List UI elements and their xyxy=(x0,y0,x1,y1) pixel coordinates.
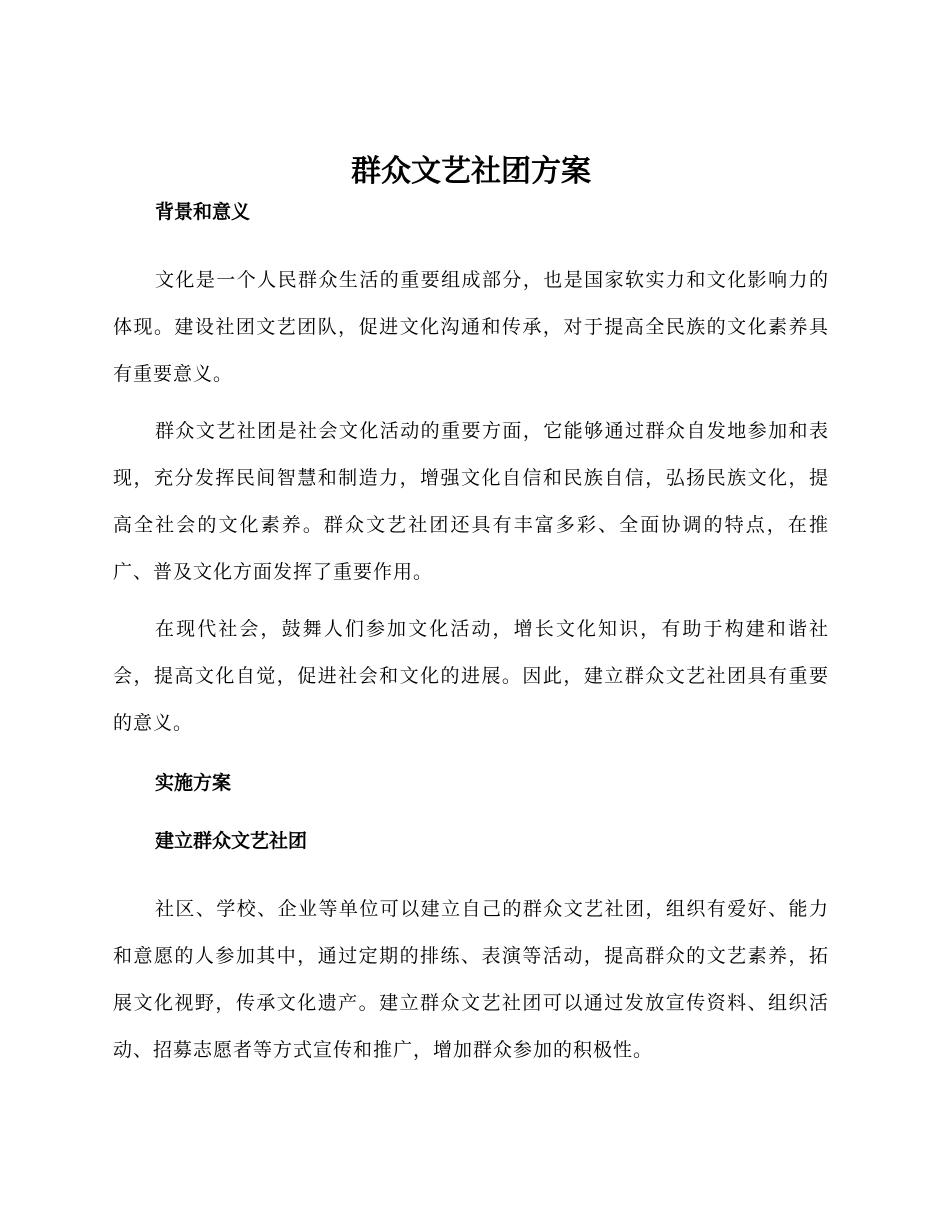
subsection-heading-establish: 建立群众文艺社团 xyxy=(155,830,308,852)
document-content xyxy=(113,150,829,1084)
section-heading-background: 背景和意义 xyxy=(155,201,251,223)
section-heading-implementation: 实施方案 xyxy=(155,772,232,794)
document-title: 群众文艺社团方案 xyxy=(351,154,591,189)
paragraph: 社区、学校、企业等单位可以建立自己的群众文艺社团，组织有爱好、能力和意愿的人参加其中，通过定期的排练、表演等活动，提高群众的文艺素养，拓展文化视野，传承文化遗产。建立群众文艺社团可以通过发放宣传资料、组织活动、招募志愿者等方式宣传和推广，增加群众参加的积极性。 xyxy=(113,898,829,1061)
paragraph: 在现代社会，鼓舞人们参加文化活动，增长文化知识，有助于构建和谐社会，提高文化自觉，促进社会和文化的进展。因此，建立群众文艺社团具有重要的意义。 xyxy=(113,618,829,734)
paragraph: 群众文艺社团是社会文化活动的重要方面，它能够通过群众自发地参加和表现，充分发挥民间智慧和制造力，增强文化自信和民族自信，弘扬民族文化，提高全社会的文化素养。群众文艺社团还具有丰富多彩、全面协调的特点，在推广、普及文化方面发挥了重要作用。 xyxy=(113,420,829,583)
paragraph: 文化是一个人民群众生活的重要组成部分，也是国家软实力和文化影响力的体现。建设社团文艺团队，促进文化沟通和传承，对于提高全民族的文化素养具有重要意义。 xyxy=(113,269,829,385)
